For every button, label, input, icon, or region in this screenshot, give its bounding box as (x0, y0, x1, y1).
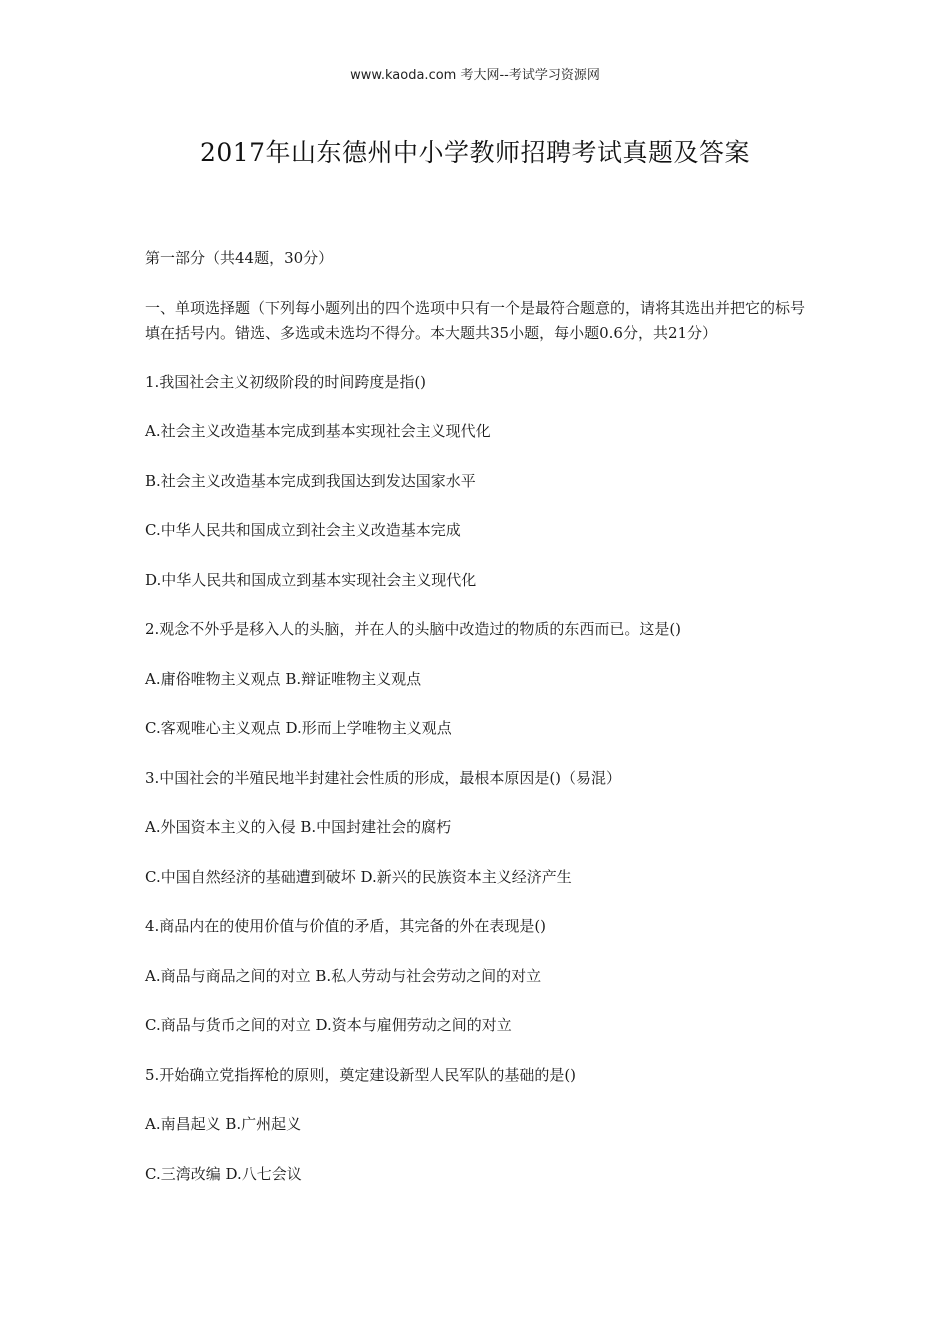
site-header: www.kaoda.com 考大网--考试学习资源网 (350, 68, 600, 83)
option-5ab: A.南昌起义 B.广州起义 (145, 1115, 302, 1133)
option-2cd: C.客观唯心主义观点 D.形而上学唯物主义观点 (145, 719, 452, 737)
document-title: 2017年山东德州中小学教师招聘考试真题及答案 (199, 138, 751, 167)
question-4: 4.商品内在的使用价值与价值的矛盾，其完备的外在表现是() (145, 917, 547, 935)
question-3: 3.中国社会的半殖民地半封建社会性质的形成，最根本原因是()（易混） (145, 768, 622, 787)
question-5: 5.开始确立党指挥枪的原则，奠定建设新型人民军队的基础的是() (145, 1065, 577, 1084)
section-instructions: 一、单项选择题（下列每小题列出的四个选项中只有一个是最符合题意的，请将其选出并把它的标号填在括号内。错选、多选或未选均不得分。本大题共35小题，每小题0.6分，共21分） (145, 298, 806, 342)
option-1a: A.社会主义改造基本完成到基本实现社会主义现代化 (145, 422, 491, 440)
option-4cd: C.商品与货币之间的对立 D.资本与雇佣劳动之间的对立 (145, 1016, 512, 1034)
option-1c: C.中华人民共和国成立到社会主义改造基本完成 (145, 521, 461, 539)
option-3cd: C.中国自然经济的基础遭到破坏 D.新兴的民族资本主义经济产生 (145, 867, 572, 886)
option-3ab: A.外国资本主义的入侵 B.中国封建社会的腐朽 (145, 818, 452, 836)
option-4ab: A.商品与商品之间的对立 B.私人劳动与社会劳动之间的对立 (145, 966, 542, 985)
option-1d: D.中华人民共和国成立到基本实现社会主义现代化 (145, 570, 477, 589)
part-heading: 第一部分（共44题，30分） (145, 249, 334, 267)
option-5cd: C.三湾改编 D.八七会议 (145, 1164, 302, 1183)
question-1: 1.我国社会主义初级阶段的时间跨度是指() (145, 372, 427, 391)
document-body (145, 246, 815, 1211)
option-2ab: A.庸俗唯物主义观点 B.辩证唯物主义观点 (145, 669, 422, 688)
option-1b: B.社会主义改造基本完成到我国达到发达国家水平 (145, 471, 476, 490)
question-2: 2.观念不外乎是移入人的头脑，并在人的头脑中改造过的物质的东西而已。这是() (145, 620, 682, 638)
